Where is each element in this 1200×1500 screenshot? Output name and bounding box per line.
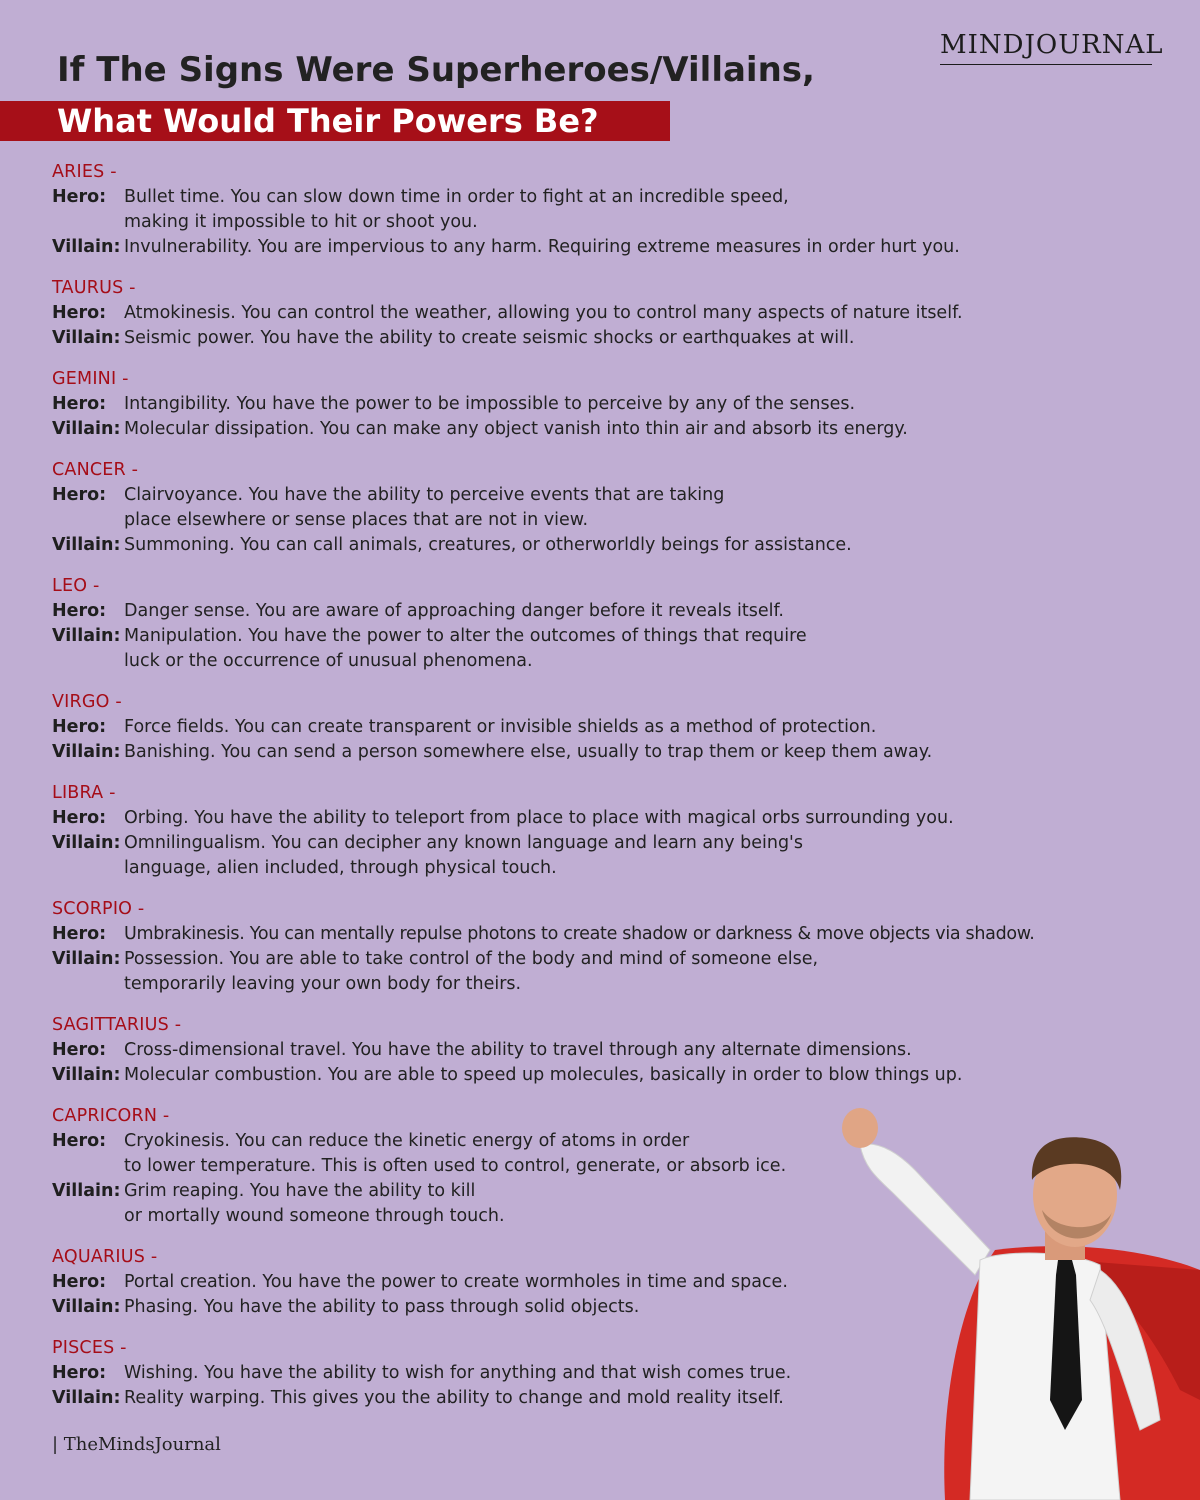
- sign-name: GEMINI -: [52, 369, 129, 389]
- hero-row: [52, 392, 1197, 417]
- sign-sagittarius: [52, 1013, 1197, 1088]
- hero-power: Bullet time. You can slow down time in order to fight at an incredible speed, making it impossible to hit or shoot you.: [124, 187, 789, 232]
- villain-power: Phasing. You have the ability to pass through solid objects.: [124, 1297, 640, 1317]
- hero-label: Hero:: [52, 394, 107, 414]
- sign-name: LEO -: [52, 576, 100, 596]
- sign-gemini: [52, 367, 1197, 442]
- villain-row: [52, 1063, 1197, 1088]
- hero-row: [52, 715, 1197, 740]
- hero-label: Hero:: [52, 187, 107, 207]
- title-line-1: If The Signs Were Superheroes/Villains,: [57, 50, 815, 90]
- sign-aries: [52, 160, 1197, 260]
- villain-label: Villain:: [52, 328, 121, 348]
- hero-power: Cryokinesis. You can reduce the kinetic energy of atoms in order to lower temperature. This is often used to control, generate, or absorb ice.: [124, 1131, 787, 1176]
- sign-leo: [52, 574, 1197, 674]
- sign-name: PISCES -: [52, 1338, 127, 1358]
- villain-label: Villain:: [52, 237, 121, 257]
- villain-power: Molecular combustion. You are able to speed up molecules, basically in order to blow things up.: [124, 1065, 963, 1085]
- hero-label: Hero:: [52, 924, 107, 944]
- villain-row: [52, 831, 1197, 881]
- hero-label: Hero:: [52, 1272, 107, 1292]
- sign-name: LIBRA -: [52, 783, 116, 803]
- sign-name: SCORPIO -: [52, 899, 145, 919]
- hero-power: Portal creation. You have the power to create wormholes in time and space.: [124, 1272, 788, 1292]
- villain-label: Villain:: [52, 1297, 121, 1317]
- villain-label: Villain:: [52, 626, 121, 646]
- sign-scorpio: [52, 897, 1197, 997]
- villain-power: Manipulation. You have the power to alter the outcomes of things that require luck or the occurrence of unusual phenomena.: [124, 626, 807, 671]
- hero-row: [52, 1038, 1197, 1063]
- hero-label: Hero:: [52, 601, 107, 621]
- hero-power: Wishing. You have the ability to wish for anything and that wish comes true.: [124, 1363, 792, 1383]
- hero-row: [52, 483, 1197, 533]
- villain-label: Villain:: [52, 419, 121, 439]
- villain-label: Villain:: [52, 742, 121, 762]
- sign-name: TAURUS -: [52, 278, 136, 298]
- hero-label: Hero:: [52, 808, 107, 828]
- villain-row: [52, 326, 1197, 351]
- villain-power: Molecular dissipation. You can make any object vanish into thin air and absorb its energy.: [124, 419, 908, 439]
- hero-power: Atmokinesis. You can control the weather, allowing you to control many aspects of nature itself.: [124, 303, 963, 323]
- title-line-2: What Would Their Powers Be?: [57, 102, 599, 140]
- hero-label: Hero:: [52, 1131, 107, 1151]
- sign-name: VIRGO -: [52, 692, 122, 712]
- hero-label: Hero:: [52, 303, 107, 323]
- villain-power: Omnilingualism. You can decipher any known language and learn any being's language, alien included, through physical touch.: [124, 833, 803, 878]
- hero-row: [52, 185, 1197, 235]
- villain-label: Villain:: [52, 833, 121, 853]
- sign-libra: [52, 781, 1197, 881]
- villain-row: [52, 533, 1197, 558]
- villain-power: Summoning. You can call animals, creatures, or otherworldly beings for assistance.: [124, 535, 852, 555]
- villain-power: Seismic power. You have the ability to create seismic shocks or earthquakes at will.: [124, 328, 855, 348]
- hero-label: Hero:: [52, 1040, 107, 1060]
- villain-power: Banishing. You can send a person somewhere else, usually to trap them or keep them away.: [124, 742, 933, 762]
- hero-power: Orbing. You have the ability to teleport from place to place with magical orbs surrounding you.: [124, 808, 954, 828]
- villain-label: Villain:: [52, 949, 121, 969]
- hero-power: Danger sense. You are aware of approaching danger before it reveals itself.: [124, 601, 784, 621]
- hero-power: Intangibility. You have the power to be impossible to perceive by any of the senses.: [124, 394, 856, 414]
- villain-label: Villain:: [52, 1065, 121, 1085]
- sign-name: CAPRICORN -: [52, 1106, 170, 1126]
- villain-label: Villain:: [52, 535, 121, 555]
- hero-power: Cross-dimensional travel. You have the ability to travel through any alternate dimensions.: [124, 1040, 912, 1060]
- superhero-illustration: [820, 1100, 1200, 1500]
- villain-power: Invulnerability. You are impervious to any harm. Requiring extreme measures in order hurt you.: [124, 237, 960, 257]
- hero-label: Hero:: [52, 1363, 107, 1383]
- sign-name: SAGITTARIUS -: [52, 1015, 182, 1035]
- sign-name: CANCER -: [52, 460, 139, 480]
- villain-label: Villain:: [52, 1388, 121, 1408]
- hero-row: [52, 922, 1197, 947]
- hero-label: Hero:: [52, 717, 107, 737]
- villain-row: [52, 417, 1197, 442]
- sign-cancer: [52, 458, 1197, 558]
- footer-brand: | TheMindsJournal: [52, 1434, 221, 1455]
- hero-power: Umbrakinesis. You can mentally repulse photons to create shadow or darkness & move objects via shadow.: [124, 924, 1035, 944]
- villain-power: Possession. You are able to take control of the body and mind of someone else, temporarily leaving your own body for theirs.: [124, 949, 819, 994]
- villain-row: [52, 740, 1197, 765]
- sign-name: ARIES -: [52, 162, 117, 182]
- villain-power: Grim reaping. You have the ability to kill or mortally wound someone through touch.: [124, 1181, 505, 1226]
- villain-row: [52, 624, 1197, 674]
- hero-power: Clairvoyance. You have the ability to perceive events that are taking place elsewhere or sense places that are not in view.: [124, 485, 725, 530]
- hero-label: Hero:: [52, 485, 107, 505]
- villain-row: [52, 947, 1197, 997]
- sign-virgo: [52, 690, 1197, 765]
- villain-row: [52, 235, 1197, 260]
- hero-row: [52, 599, 1197, 624]
- sign-taurus: [52, 276, 1197, 351]
- hero-row: [52, 806, 1197, 831]
- brand-logo: MINDJOURNAL: [940, 30, 1152, 65]
- sign-name: AQUARIUS -: [52, 1247, 158, 1267]
- hero-power: Force fields. You can create transparent or invisible shields as a method of protection.: [124, 717, 877, 737]
- villain-power: Reality warping. This gives you the ability to change and mold reality itself.: [124, 1388, 784, 1408]
- villain-label: Villain:: [52, 1181, 121, 1201]
- hero-row: [52, 301, 1197, 326]
